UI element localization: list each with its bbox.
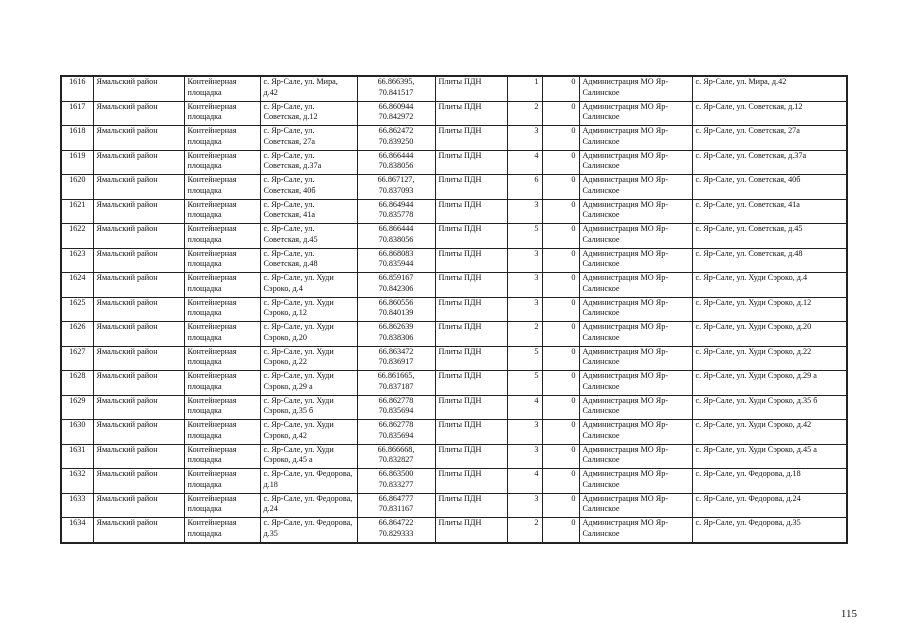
coordinates-cell: 66.864944 70.835778 xyxy=(357,199,435,224)
surface-cell: Плиты ПДН xyxy=(435,444,507,469)
row-id: 1623 xyxy=(61,248,93,273)
address-cell: с. Яр-Сале, ул. Мира, д.42 xyxy=(260,76,357,101)
table-row xyxy=(61,518,847,543)
source-address-cell: с. Яр-Сале, ул. Советская, д.37а xyxy=(692,150,847,175)
table-row xyxy=(61,224,847,249)
source-address-cell: с. Яр-Сале, ул. Советская, д.12 xyxy=(692,101,847,126)
address-cell: с. Яр-Сале, ул. Худи Сэроко, д.4 xyxy=(260,273,357,298)
source-address-cell: с. Яр-Сале, ул. Худи Сэроко, д.4 xyxy=(692,273,847,298)
object-type-cell: Контейнерная площадка xyxy=(184,371,260,396)
surface-cell: Плиты ПДН xyxy=(435,76,507,101)
object-type-cell: Контейнерная площадка xyxy=(184,518,260,543)
planned-count-cell: 0 xyxy=(542,224,579,249)
table-row xyxy=(61,322,847,347)
source-address-cell: с. Яр-Сале, ул. Советская, 27а xyxy=(692,126,847,151)
container-count-cell: 2 xyxy=(507,322,542,347)
district-cell: Ямальский район xyxy=(93,371,184,396)
table-row xyxy=(61,395,847,420)
owner-cell: Администрация МО Яр-Салинское xyxy=(579,126,692,151)
address-cell: с. Яр-Сале, ул. Худи Сэроко, д.29 а xyxy=(260,371,357,396)
district-cell: Ямальский район xyxy=(93,322,184,347)
container-count-cell: 5 xyxy=(507,371,542,396)
district-cell: Ямальский район xyxy=(93,469,184,494)
row-id: 1626 xyxy=(61,322,93,347)
owner-cell: Администрация МО Яр-Салинское xyxy=(579,420,692,445)
surface-cell: Плиты ПДН xyxy=(435,493,507,518)
row-id: 1620 xyxy=(61,175,93,200)
address-cell: с. Яр-Сале, ул. Худи Сэроко, д.20 xyxy=(260,322,357,347)
source-address-cell: с. Яр-Сале, ул. Советская, д.48 xyxy=(692,248,847,273)
planned-count-cell: 0 xyxy=(542,493,579,518)
object-type-cell: Контейнерная площадка xyxy=(184,224,260,249)
table-row xyxy=(61,346,847,371)
table-row xyxy=(61,126,847,151)
container-count-cell: 3 xyxy=(507,199,542,224)
row-id: 1629 xyxy=(61,395,93,420)
district-cell: Ямальский район xyxy=(93,493,184,518)
table-row xyxy=(61,420,847,445)
page-number: 115 xyxy=(840,608,857,620)
owner-cell: Администрация МО Яр-Салинское xyxy=(579,444,692,469)
source-address-cell: с. Яр-Сале, ул. Худи Сэроко, д.29 а xyxy=(692,371,847,396)
source-address-cell: с. Яр-Сале, ул. Федорова, д.35 xyxy=(692,518,847,543)
container-count-cell: 3 xyxy=(507,273,542,298)
owner-cell: Администрация МО Яр-Салинское xyxy=(579,199,692,224)
district-cell: Ямальский район xyxy=(93,444,184,469)
surface-cell: Плиты ПДН xyxy=(435,346,507,371)
row-id: 1628 xyxy=(61,371,93,396)
container-count-cell: 6 xyxy=(507,175,542,200)
container-count-cell: 2 xyxy=(507,518,542,543)
planned-count-cell: 0 xyxy=(542,371,579,396)
container-count-cell: 4 xyxy=(507,150,542,175)
district-cell: Ямальский район xyxy=(93,101,184,126)
row-id: 1618 xyxy=(61,126,93,151)
object-type-cell: Контейнерная площадка xyxy=(184,150,260,175)
container-count-cell: 5 xyxy=(507,224,542,249)
surface-cell: Плиты ПДН xyxy=(435,126,507,151)
surface-cell: Плиты ПДН xyxy=(435,297,507,322)
row-id: 1630 xyxy=(61,420,93,445)
district-cell: Ямальский район xyxy=(93,395,184,420)
address-cell: с. Яр-Сале, ул. Советская, 40б xyxy=(260,175,357,200)
row-id: 1616 xyxy=(61,76,93,101)
row-id: 1625 xyxy=(61,297,93,322)
planned-count-cell: 0 xyxy=(542,76,579,101)
owner-cell: Администрация МО Яр-Салинское xyxy=(579,224,692,249)
object-type-cell: Контейнерная площадка xyxy=(184,76,260,101)
object-type-cell: Контейнерная площадка xyxy=(184,101,260,126)
row-id: 1633 xyxy=(61,493,93,518)
row-id: 1621 xyxy=(61,199,93,224)
address-cell: с. Яр-Сале, ул. Советская, д.45 xyxy=(260,224,357,249)
table-row xyxy=(61,101,847,126)
row-id: 1627 xyxy=(61,346,93,371)
address-cell: с. Яр-Сале, ул. Советская, д.12 xyxy=(260,101,357,126)
planned-count-cell: 0 xyxy=(542,273,579,298)
table-row xyxy=(61,493,847,518)
object-type-cell: Контейнерная площадка xyxy=(184,420,260,445)
owner-cell: Администрация МО Яр-Салинское xyxy=(579,518,692,543)
address-cell: с. Яр-Сале, ул. Советская, д.37а xyxy=(260,150,357,175)
source-address-cell: с. Яр-Сале, ул. Худи Сэроко, д.12 xyxy=(692,297,847,322)
planned-count-cell: 0 xyxy=(542,101,579,126)
planned-count-cell: 0 xyxy=(542,469,579,494)
coordinates-cell: 66.863472 70.836917 xyxy=(357,346,435,371)
table-row xyxy=(61,199,847,224)
owner-cell: Администрация МО Яр-Салинское xyxy=(579,101,692,126)
surface-cell: Плиты ПДН xyxy=(435,101,507,126)
address-cell: с. Яр-Сале, ул. Худи Сэроко, д.22 xyxy=(260,346,357,371)
object-type-cell: Контейнерная площадка xyxy=(184,126,260,151)
coordinates-cell: 66.862472 70.839250 xyxy=(357,126,435,151)
object-type-cell: Контейнерная площадка xyxy=(184,444,260,469)
container-count-cell: 3 xyxy=(507,420,542,445)
coordinates-cell: 66.866444 70.838056 xyxy=(357,150,435,175)
source-address-cell: с. Яр-Сале, ул. Худи Сэроко, д.42 xyxy=(692,420,847,445)
coordinates-cell: 66.868083 70.835944 xyxy=(357,248,435,273)
source-address-cell: с. Яр-Сале, ул. Советская, д.45 xyxy=(692,224,847,249)
object-type-cell: Контейнерная площадка xyxy=(184,346,260,371)
owner-cell: Администрация МО Яр-Салинское xyxy=(579,175,692,200)
container-count-cell: 3 xyxy=(507,444,542,469)
surface-cell: Плиты ПДН xyxy=(435,224,507,249)
address-cell: с. Яр-Сале, ул. Советская, 41а xyxy=(260,199,357,224)
coordinates-cell: 66.864777 70.831167 xyxy=(357,493,435,518)
table-row xyxy=(61,444,847,469)
district-cell: Ямальский район xyxy=(93,76,184,101)
owner-cell: Администрация МО Яр-Салинское xyxy=(579,322,692,347)
address-cell: с. Яр-Сале, ул. Худи Сэроко, д.12 xyxy=(260,297,357,322)
container-count-cell: 1 xyxy=(507,76,542,101)
district-cell: Ямальский район xyxy=(93,420,184,445)
coordinates-cell: 66.862639 70.838306 xyxy=(357,322,435,347)
coordinates-cell: 66.861665, 70.837187 xyxy=(357,371,435,396)
source-address-cell: с. Яр-Сале, ул. Худи Сэроко, д.35 б xyxy=(692,395,847,420)
table-row xyxy=(61,175,847,200)
district-cell: Ямальский район xyxy=(93,518,184,543)
planned-count-cell: 0 xyxy=(542,297,579,322)
surface-cell: Плиты ПДН xyxy=(435,273,507,298)
coordinates-cell: 66.866444 70.838056 xyxy=(357,224,435,249)
address-cell: с. Яр-Сале, ул. Федорова, д.35 xyxy=(260,518,357,543)
planned-count-cell: 0 xyxy=(542,199,579,224)
row-id: 1632 xyxy=(61,469,93,494)
surface-cell: Плиты ПДН xyxy=(435,175,507,200)
object-type-cell: Контейнерная площадка xyxy=(184,469,260,494)
address-cell: с. Яр-Сале, ул. Советская, 27а xyxy=(260,126,357,151)
owner-cell: Администрация МО Яр-Салинское xyxy=(579,248,692,273)
row-id: 1617 xyxy=(61,101,93,126)
coordinates-cell: 66.866395, 70.841517 xyxy=(357,76,435,101)
district-cell: Ямальский район xyxy=(93,150,184,175)
district-cell: Ямальский район xyxy=(93,346,184,371)
source-address-cell: с. Яр-Сале, ул. Худи Сэроко, д.20 xyxy=(692,322,847,347)
row-id: 1622 xyxy=(61,224,93,249)
owner-cell: Администрация МО Яр-Салинское xyxy=(579,346,692,371)
registry-table xyxy=(60,75,848,544)
district-cell: Ямальский район xyxy=(93,199,184,224)
object-type-cell: Контейнерная площадка xyxy=(184,273,260,298)
planned-count-cell: 0 xyxy=(542,420,579,445)
address-cell: с. Яр-Сале, ул. Худи Сэроко, д.35 б xyxy=(260,395,357,420)
district-cell: Ямальский район xyxy=(93,175,184,200)
object-type-cell: Контейнерная площадка xyxy=(184,322,260,347)
surface-cell: Плиты ПДН xyxy=(435,322,507,347)
table-row xyxy=(61,297,847,322)
coordinates-cell: 66.859167 70.842306 xyxy=(357,273,435,298)
object-type-cell: Контейнерная площадка xyxy=(184,248,260,273)
source-address-cell: с. Яр-Сале, ул. Федорова, д.24 xyxy=(692,493,847,518)
owner-cell: Администрация МО Яр-Салинское xyxy=(579,371,692,396)
table-row xyxy=(61,371,847,396)
source-address-cell: с. Яр-Сале, ул. Федорова, д.18 xyxy=(692,469,847,494)
surface-cell: Плиты ПДН xyxy=(435,150,507,175)
address-cell: с. Яр-Сале, ул. Худи Сэроко, д.45 а xyxy=(260,444,357,469)
planned-count-cell: 0 xyxy=(542,150,579,175)
table-row xyxy=(61,76,847,101)
container-count-cell: 3 xyxy=(507,493,542,518)
coordinates-cell: 66.867127, 70.837093 xyxy=(357,175,435,200)
table-row xyxy=(61,150,847,175)
owner-cell: Администрация МО Яр-Салинское xyxy=(579,150,692,175)
surface-cell: Плиты ПДН xyxy=(435,199,507,224)
surface-cell: Плиты ПДН xyxy=(435,518,507,543)
row-id: 1624 xyxy=(61,273,93,298)
district-cell: Ямальский район xyxy=(93,297,184,322)
planned-count-cell: 0 xyxy=(542,322,579,347)
owner-cell: Администрация МО Яр-Салинское xyxy=(579,76,692,101)
source-address-cell: с. Яр-Сале, ул. Советская, 41а xyxy=(692,199,847,224)
address-cell: с. Яр-Сале, ул. Федорова, д.24 xyxy=(260,493,357,518)
address-cell: с. Яр-Сале, ул. Худи Сэроко, д.42 xyxy=(260,420,357,445)
surface-cell: Плиты ПДН xyxy=(435,395,507,420)
object-type-cell: Контейнерная площадка xyxy=(184,175,260,200)
source-address-cell: с. Яр-Сале, ул. Худи Сэроко, д.22 xyxy=(692,346,847,371)
surface-cell: Плиты ПДН xyxy=(435,420,507,445)
coordinates-cell: 66.862778 70.835694 xyxy=(357,420,435,445)
table-row xyxy=(61,469,847,494)
surface-cell: Плиты ПДН xyxy=(435,371,507,396)
planned-count-cell: 0 xyxy=(542,346,579,371)
row-id: 1634 xyxy=(61,518,93,543)
coordinates-cell: 66.860944 70.842972 xyxy=(357,101,435,126)
table-row xyxy=(61,273,847,298)
container-count-cell: 2 xyxy=(507,101,542,126)
address-cell: с. Яр-Сале, ул. Федорова, д.18 xyxy=(260,469,357,494)
object-type-cell: Контейнерная площадка xyxy=(184,493,260,518)
registry-rows xyxy=(61,76,847,543)
planned-count-cell: 0 xyxy=(542,248,579,273)
surface-cell: Плиты ПДН xyxy=(435,469,507,494)
district-cell: Ямальский район xyxy=(93,126,184,151)
row-id: 1619 xyxy=(61,150,93,175)
object-type-cell: Контейнерная площадка xyxy=(184,297,260,322)
row-id: 1631 xyxy=(61,444,93,469)
coordinates-cell: 66.862778 70.835694 xyxy=(357,395,435,420)
coordinates-cell: 66.860556 70.840139 xyxy=(357,297,435,322)
surface-cell: Плиты ПДН xyxy=(435,248,507,273)
source-address-cell: с. Яр-Сале, ул. Мира, д.42 xyxy=(692,76,847,101)
object-type-cell: Контейнерная площадка xyxy=(184,199,260,224)
planned-count-cell: 0 xyxy=(542,444,579,469)
planned-count-cell: 0 xyxy=(542,395,579,420)
container-count-cell: 4 xyxy=(507,395,542,420)
container-count-cell: 3 xyxy=(507,126,542,151)
table-row xyxy=(61,248,847,273)
owner-cell: Администрация МО Яр-Салинское xyxy=(579,493,692,518)
container-count-cell: 4 xyxy=(507,469,542,494)
owner-cell: Администрация МО Яр-Салинское xyxy=(579,273,692,298)
planned-count-cell: 0 xyxy=(542,518,579,543)
coordinates-cell: 66.863500 70.833277 xyxy=(357,469,435,494)
address-cell: с. Яр-Сале, ул. Советская, д.48 xyxy=(260,248,357,273)
object-type-cell: Контейнерная площадка xyxy=(184,395,260,420)
planned-count-cell: 0 xyxy=(542,126,579,151)
container-count-cell: 5 xyxy=(507,346,542,371)
planned-count-cell: 0 xyxy=(542,175,579,200)
coordinates-cell: 66.866668, 70.832827 xyxy=(357,444,435,469)
district-cell: Ямальский район xyxy=(93,273,184,298)
owner-cell: Администрация МО Яр-Салинское xyxy=(579,395,692,420)
district-cell: Ямальский район xyxy=(93,224,184,249)
owner-cell: Администрация МО Яр-Салинское xyxy=(579,297,692,322)
owner-cell: Администрация МО Яр-Салинское xyxy=(579,469,692,494)
source-address-cell: с. Яр-Сале, ул. Худи Сэроко, д.45 а xyxy=(692,444,847,469)
container-count-cell: 3 xyxy=(507,248,542,273)
container-count-cell: 3 xyxy=(507,297,542,322)
coordinates-cell: 66.864722 70.829333 xyxy=(357,518,435,543)
district-cell: Ямальский район xyxy=(93,248,184,273)
source-address-cell: с. Яр-Сале, ул. Советская, 40б xyxy=(692,175,847,200)
